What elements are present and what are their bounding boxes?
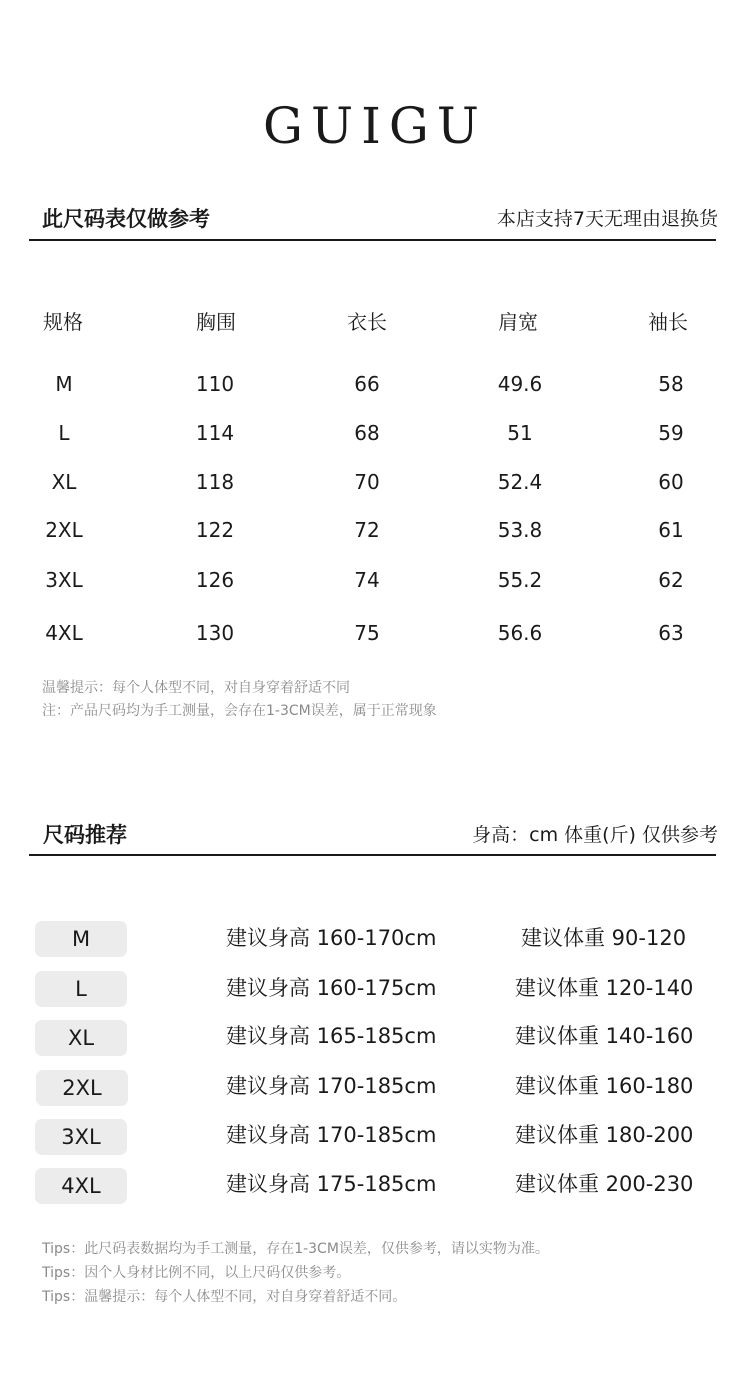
size-badge: 2XL: [36, 1070, 128, 1106]
table-cell-chest: 126: [195, 568, 235, 592]
recommend-unit-note: 身高：cm 体重(斤) 仅供参考: [472, 824, 718, 846]
header-cell-shoulder: 肩宽: [498, 310, 538, 334]
table-cell-length: 70: [354, 470, 380, 494]
table-cell-size: 4XL: [45, 621, 83, 645]
table-cell-size: XL: [51, 470, 77, 494]
header-cell-sleeve: 袖长: [648, 310, 688, 334]
height-recommendation: 建议身高 165-185cm: [226, 1024, 437, 1048]
table-cell-chest: 118: [195, 470, 235, 494]
table-cell-sleeve: 61: [658, 518, 684, 542]
header-cell-length: 衣长: [347, 310, 387, 334]
table-cell-length: 74: [354, 568, 380, 592]
header-cell-size: 规格: [43, 310, 83, 334]
height-recommendation: 建议身高 170-185cm: [226, 1123, 437, 1147]
size-badge: 4XL: [35, 1168, 127, 1204]
height-recommendation: 建议身高 175-185cm: [226, 1172, 437, 1196]
section-divider: [29, 239, 716, 241]
return-policy-note: 本店支持7天无理由退换货: [496, 208, 718, 230]
table-cell-length: 66: [354, 372, 380, 396]
recommend-tip-line: Tips：温馨提示：每个人体型不同，对自身穿着舒适不同。: [42, 1289, 407, 1305]
table-cell-chest: 110: [195, 372, 235, 396]
table-cell-chest: 130: [195, 621, 235, 645]
table-cell-shoulder: 56.6: [497, 621, 543, 645]
weight-recommendation: 建议体重 160-180: [515, 1074, 694, 1098]
table-cell-length: 75: [354, 621, 380, 645]
weight-recommendation: 建议体重 140-160: [515, 1024, 694, 1048]
table-cell-size: 3XL: [45, 568, 83, 592]
weight-recommendation: 建议体重 120-140: [515, 976, 694, 1000]
table-cell-chest: 114: [195, 421, 235, 445]
weight-recommendation: 建议体重 180-200: [515, 1123, 694, 1147]
recommend-tip-line: Tips：此尺码表数据均为手工测量，存在1-3CM误差，仅供参考，请以实物为准。: [42, 1241, 549, 1257]
table-cell-sleeve: 58: [658, 372, 684, 396]
table-cell-size: 2XL: [45, 518, 83, 542]
size-badge: M: [35, 921, 127, 957]
header-cell-chest: 胸围: [196, 310, 236, 334]
brand-logo: GUIGU: [263, 97, 487, 155]
size-badge: XL: [35, 1020, 127, 1056]
size-tip-line: 注：产品尺码均为手工测量，会存在1-3CM误差，属于正常现象: [42, 703, 437, 719]
height-recommendation: 建议身高 160-170cm: [226, 926, 437, 950]
weight-recommendation: 建议体重 90-120: [521, 926, 687, 950]
table-cell-length: 68: [354, 421, 380, 445]
table-cell-shoulder: 53.8: [497, 518, 543, 542]
table-cell-size: L: [58, 421, 70, 445]
height-recommendation: 建议身高 170-185cm: [226, 1074, 437, 1098]
size-badge: L: [35, 971, 127, 1007]
size-badge: 3XL: [35, 1119, 127, 1155]
table-cell-shoulder: 49.6: [497, 372, 543, 396]
section-divider: [29, 854, 716, 856]
table-cell-sleeve: 59: [658, 421, 684, 445]
recommend-title: 尺码推荐: [43, 823, 127, 847]
table-cell-shoulder: 52.4: [497, 470, 543, 494]
table-cell-size: M: [55, 372, 73, 396]
table-cell-chest: 122: [195, 518, 235, 542]
weight-recommendation: 建议体重 200-230: [515, 1172, 694, 1196]
height-recommendation: 建议身高 160-175cm: [226, 976, 437, 1000]
table-cell-length: 72: [354, 518, 380, 542]
table-cell-sleeve: 63: [658, 621, 684, 645]
size-tip-line: 温馨提示：每个人体型不同，对自身穿着舒适不同: [42, 680, 350, 696]
table-cell-shoulder: 51: [507, 421, 533, 445]
table-cell-sleeve: 62: [658, 568, 684, 592]
recommend-tip-line: Tips：因个人身材比例不同，以上尺码仅供参考。: [42, 1265, 351, 1281]
size-table-title: 此尺码表仅做参考: [42, 207, 210, 231]
table-cell-sleeve: 60: [658, 470, 684, 494]
table-cell-shoulder: 55.2: [497, 568, 543, 592]
